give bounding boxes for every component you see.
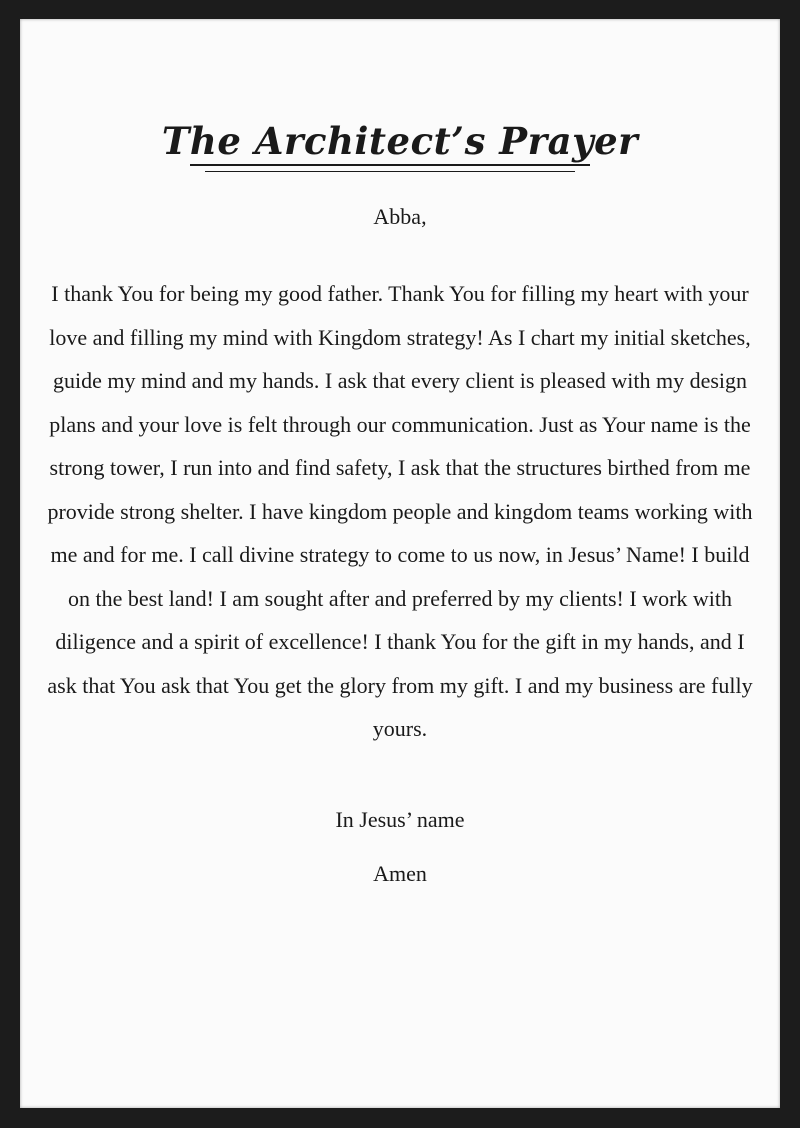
title-underline-secondary <box>205 171 575 172</box>
salutation: Abba, <box>373 204 427 229</box>
title-underline <box>190 164 590 166</box>
prayer-body: I thank You for being my good father. Thank You for filling my heart with your love and filling my mind with Kingdom strategy! As I chart my initial sketches, guide my mind and my hands. I ask that every client is pleased with my design plans and your love is felt through our communication. Just as Your name is the strong tower, I run into and find safety, I ask that the structures birthed from me provide strong shelter. I have kingdom people and kingdom teams working with me and for me. I call divine strategy to come to us now, in Jesus’ Name! I build on the best land! I am sought after and preferred by my clients! I work with diligence and a spirit of excellence! I thank You for the gift in my hands, and I ask that You ask that You get the glory from my gift. I and my business are fully yours. <box>47 281 753 741</box>
paper-sheet <box>20 19 780 1108</box>
amen-line: Amen <box>373 861 427 886</box>
document-title: The Architect’s Prayer <box>161 119 639 163</box>
closing-line: In Jesus’ name <box>335 807 465 832</box>
